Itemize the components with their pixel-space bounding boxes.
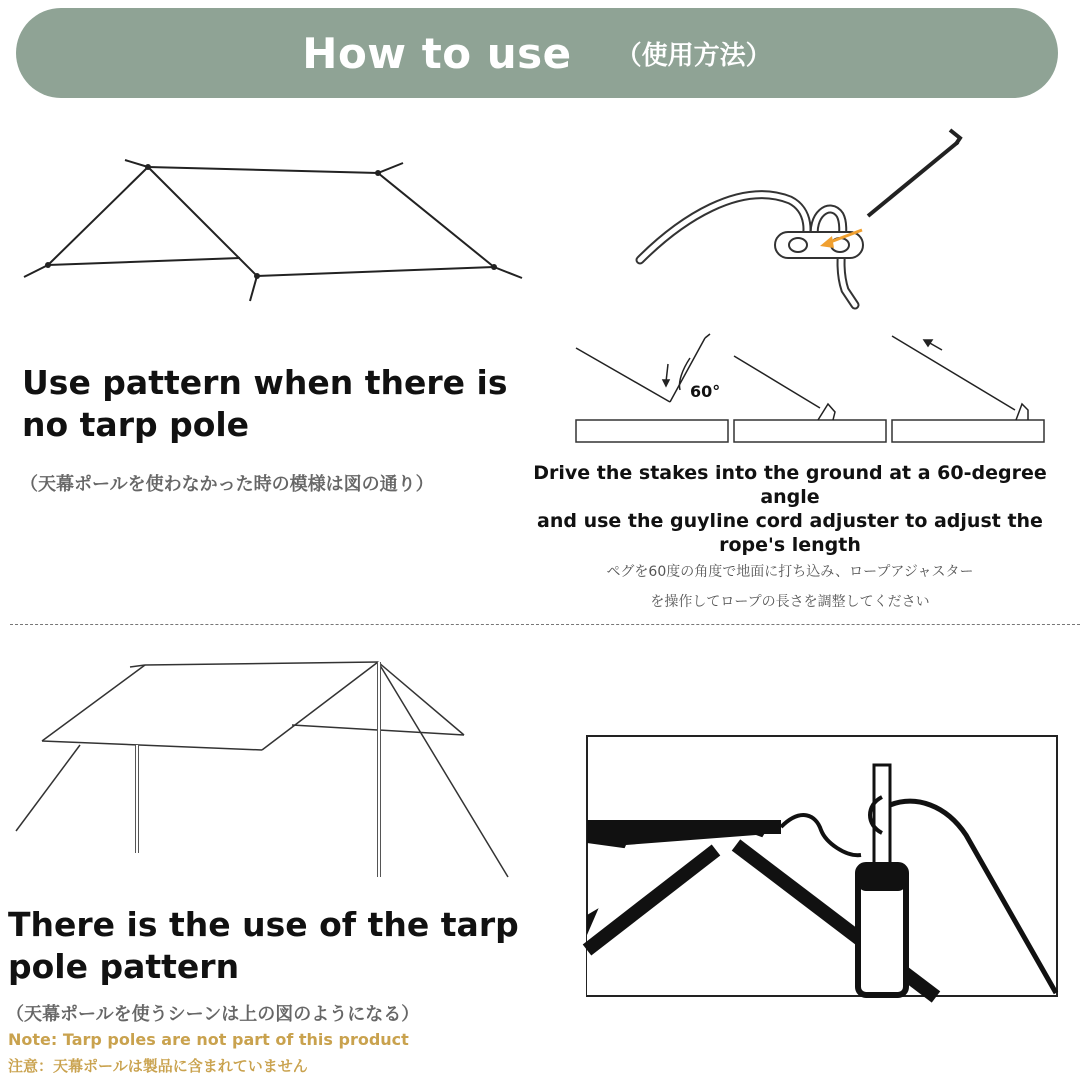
- no-pole-heading-line1: Use pattern when there is: [22, 363, 508, 402]
- stake-instr-jp-line2: を操作してロープの長さを調整してください: [650, 594, 930, 610]
- stake-instr-jp-line1: ペグを60度の角度で地面に打ち込み、ロープアジャスター: [606, 564, 974, 580]
- with-pole-heading-line1: There is the use of the tarp: [8, 905, 519, 944]
- header-banner: [16, 8, 1058, 98]
- page-subtitle: （使用方法）: [615, 40, 772, 71]
- with-pole-heading-line2: pole pattern: [8, 947, 240, 986]
- angle-label: 60°: [690, 382, 721, 401]
- stake-angle-illustration: [570, 330, 1050, 450]
- stake-instr-line3: rope's length: [719, 534, 861, 556]
- stake-instr-line1: Drive the stakes into the ground at a 60-degree angle: [533, 462, 1047, 508]
- no-pole-heading-line2: no tarp pole: [22, 405, 250, 444]
- pole-detail-illustration: [586, 735, 1058, 997]
- with-pole-jp-note: （天幕ポールを使うシーンは上の図のようになる）: [6, 1004, 420, 1025]
- page-title: How to use: [302, 28, 572, 78]
- tarp-no-pole-illustration: [0, 150, 540, 310]
- stake-instructions: [510, 461, 1070, 617]
- no-pole-jp-note: （天幕ポールを使わなかった時の模様は図の通り）: [20, 474, 434, 495]
- with-pole-heading: [8, 904, 519, 988]
- no-pole-heading: [22, 362, 507, 446]
- cord-adjuster-illustration: [620, 120, 980, 320]
- section-divider: [10, 624, 1080, 625]
- tarp-with-pole-illustration: [0, 655, 520, 885]
- product-note-jp: 注意：天幕ポールは製品に含まれていません: [8, 1057, 308, 1075]
- stake-instr-line2: and use the guyline cord adjuster to adjust the: [537, 510, 1043, 532]
- product-note-en: Note: Tarp poles are not part of this product: [8, 1030, 409, 1049]
